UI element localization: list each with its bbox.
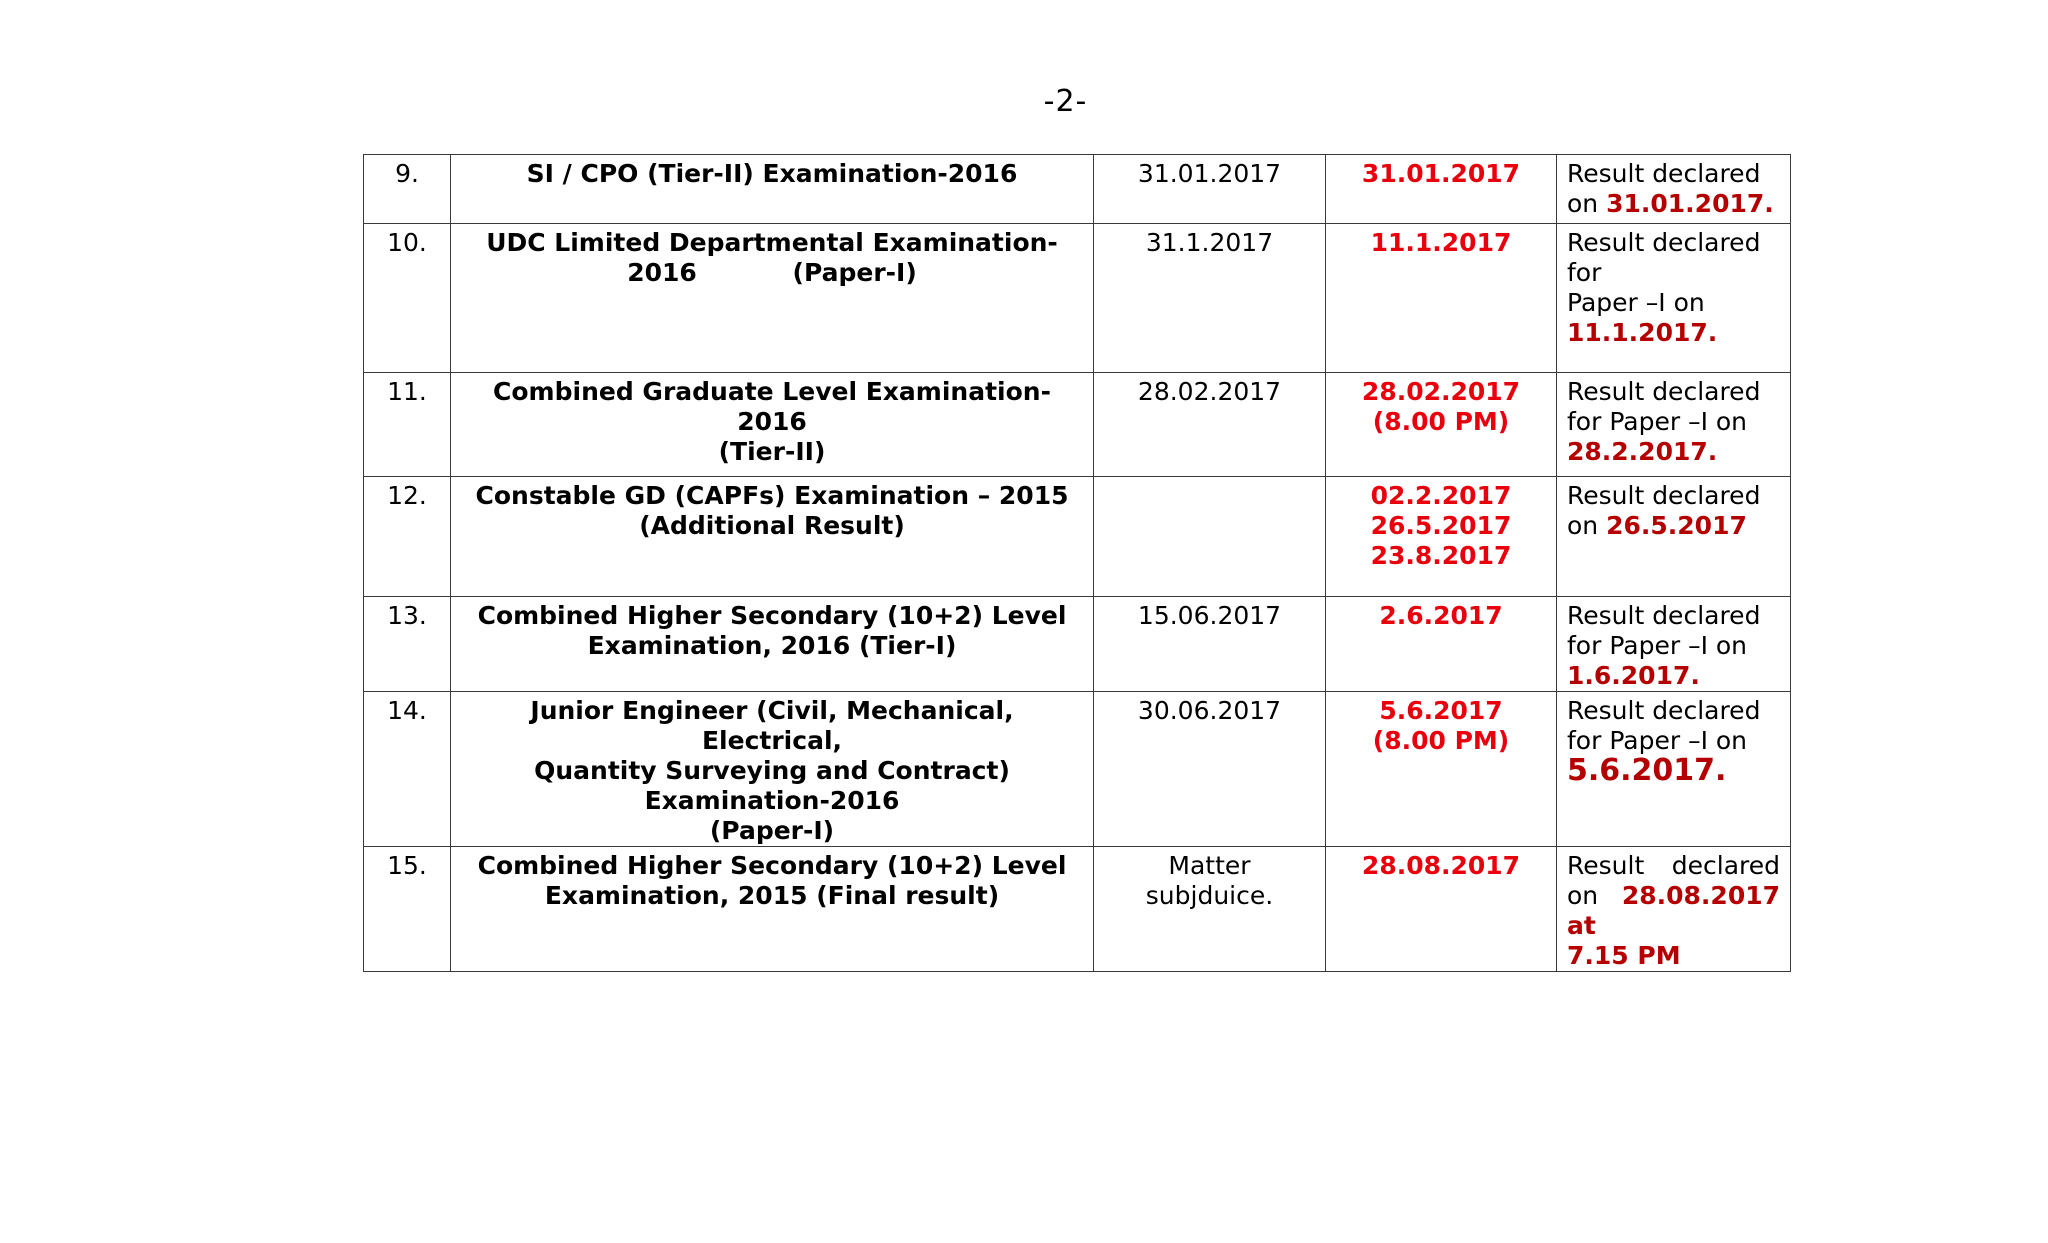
remarks-line: Result declared: [1567, 228, 1761, 257]
remarks-text: on: [1567, 511, 1607, 540]
remarks-line: Paper –I on: [1567, 288, 1705, 317]
remarks-cell: [1557, 373, 1791, 477]
result-date-line: (8.00 PM): [1372, 726, 1510, 755]
remarks-date: 1.6.2017.: [1567, 661, 1700, 690]
result-date-cell: [1326, 155, 1557, 224]
exam-name-line: Combined Higher Secondary (10+2) Level: [477, 601, 1067, 630]
remarks-date: 31.01.2017.: [1606, 189, 1774, 218]
result-date-line: 23.8.2017: [1370, 541, 1512, 570]
result-date-cell: [1326, 477, 1557, 597]
results-table: [363, 154, 1791, 972]
exam-name-line: Examination, 2015 (Final result): [544, 881, 1000, 910]
remarks-text: on: [1567, 881, 1599, 910]
remarks-cell: [1557, 224, 1791, 373]
table-row: [364, 373, 1791, 477]
table-row: [364, 597, 1791, 692]
result-date-line: 26.5.2017: [1370, 511, 1512, 540]
remarks-text: Result: [1567, 851, 1645, 880]
remarks-date: 28.08.2017: [1621, 881, 1780, 910]
serial-number: 9.: [364, 155, 451, 224]
table-row: [364, 155, 1791, 224]
exam-name: [451, 692, 1094, 847]
result-date-cell: [1326, 224, 1557, 373]
remarks-line: Result declared: [1567, 481, 1761, 510]
exam-name-line: UDC Limited Departmental Examination-: [486, 228, 1058, 257]
remarks-cell: [1557, 597, 1791, 692]
serial-number: 14.: [364, 692, 451, 847]
exam-name-line: (Tier-II): [718, 437, 826, 466]
exam-name: [451, 373, 1094, 477]
remarks-cell: [1557, 692, 1791, 847]
remarks-line: [1567, 511, 1780, 541]
date-line: 15.06.2017: [1137, 601, 1282, 630]
remarks-line: for: [1567, 258, 1602, 287]
remarks-cell: [1557, 477, 1791, 597]
exam-name-line: (Additional Result): [639, 511, 905, 540]
serial-number: 13.: [364, 597, 451, 692]
remarks-line: [1567, 881, 1780, 911]
exam-name: [451, 224, 1094, 373]
result-date-line: (8.00 PM): [1372, 407, 1510, 436]
table-row: [364, 477, 1791, 597]
result-date-line: 5.6.2017: [1379, 696, 1503, 725]
remarks-text: declared: [1671, 851, 1780, 880]
result-date-cell: [1326, 373, 1557, 477]
remarks-line: for Paper –I on: [1567, 407, 1748, 436]
exam-name-line: 2016 (Paper-I): [627, 258, 917, 287]
date-cell: [1094, 224, 1326, 373]
serial-number: 11.: [364, 373, 451, 477]
date-cell: [1094, 597, 1326, 692]
result-date-cell: [1326, 847, 1557, 972]
remarks-line: Result declared: [1567, 159, 1761, 188]
result-date-line: 31.01.2017: [1361, 159, 1521, 188]
exam-name-line: Constable GD (CAPFs) Examination – 2015: [475, 481, 1069, 510]
remarks-cell: [1557, 155, 1791, 224]
result-date-line: 2.6.2017: [1379, 601, 1503, 630]
exam-name-line: SI / CPO (Tier-II) Examination-2016: [526, 159, 1018, 188]
exam-name-line: Examination-2016: [644, 786, 900, 815]
date-line: Matter: [1168, 851, 1251, 880]
table-row: [364, 847, 1791, 972]
remarks-line: [1567, 189, 1780, 219]
exam-name-line: Quantity Surveying and Contract): [534, 756, 1010, 785]
result-date-cell: [1326, 692, 1557, 847]
remarks-cell: [1557, 847, 1791, 972]
exam-name: [451, 477, 1094, 597]
result-date-line: 02.2.2017: [1370, 481, 1512, 510]
date-line: 28.02.2017: [1137, 377, 1282, 406]
exam-name-line: (Paper-I): [709, 816, 835, 845]
remarks-time: 7.15 PM: [1567, 941, 1681, 970]
remarks-line: for Paper –I on: [1567, 726, 1748, 755]
exam-name-line: Combined Higher Secondary (10+2) Level: [477, 851, 1067, 880]
serial-number: 12.: [364, 477, 451, 597]
date-cell: [1094, 692, 1326, 847]
exam-name-line: Examination, 2016 (Tier-I): [587, 631, 957, 660]
exam-name: [451, 155, 1094, 224]
remarks-date: 26.5.2017: [1606, 511, 1747, 540]
date-line: 31.01.2017: [1137, 159, 1282, 188]
date-cell: [1094, 155, 1326, 224]
remarks-date: 28.2.2017.: [1567, 437, 1718, 466]
date-cell: [1094, 373, 1326, 477]
date-cell: [1094, 847, 1326, 972]
remarks-line: Result declared: [1567, 601, 1761, 630]
table-row: [364, 224, 1791, 373]
remarks-at: at: [1567, 911, 1596, 940]
result-date-line: 28.02.2017: [1361, 377, 1521, 406]
date-line: subjduice.: [1145, 881, 1274, 910]
date-line: 31.1.2017: [1145, 228, 1274, 257]
remarks-line: Result declared: [1567, 377, 1761, 406]
result-date-line: 11.1.2017: [1370, 228, 1512, 257]
remarks-date: 11.1.2017.: [1567, 318, 1718, 347]
remarks-line: [1567, 851, 1780, 881]
serial-number: 10.: [364, 224, 451, 373]
exam-name: [451, 597, 1094, 692]
remarks-date: 5.6.2017.: [1567, 753, 1727, 788]
serial-number: 15.: [364, 847, 451, 972]
exam-name-line: Junior Engineer (Civil, Mechanical, Electrical,: [530, 696, 1014, 755]
result-date-cell: [1326, 597, 1557, 692]
remarks-text: on: [1567, 189, 1607, 218]
date-line: 30.06.2017: [1137, 696, 1282, 725]
remarks-line: Result declared: [1567, 696, 1761, 725]
result-date-line: 28.08.2017: [1361, 851, 1521, 880]
exam-name-line: Combined Graduate Level Examination-2016: [493, 377, 1051, 436]
page-number: -2-: [1043, 84, 1088, 119]
date-cell: [1094, 477, 1326, 597]
exam-name: [451, 847, 1094, 972]
table-row: [364, 692, 1791, 847]
remarks-line: for Paper –I on: [1567, 631, 1748, 660]
